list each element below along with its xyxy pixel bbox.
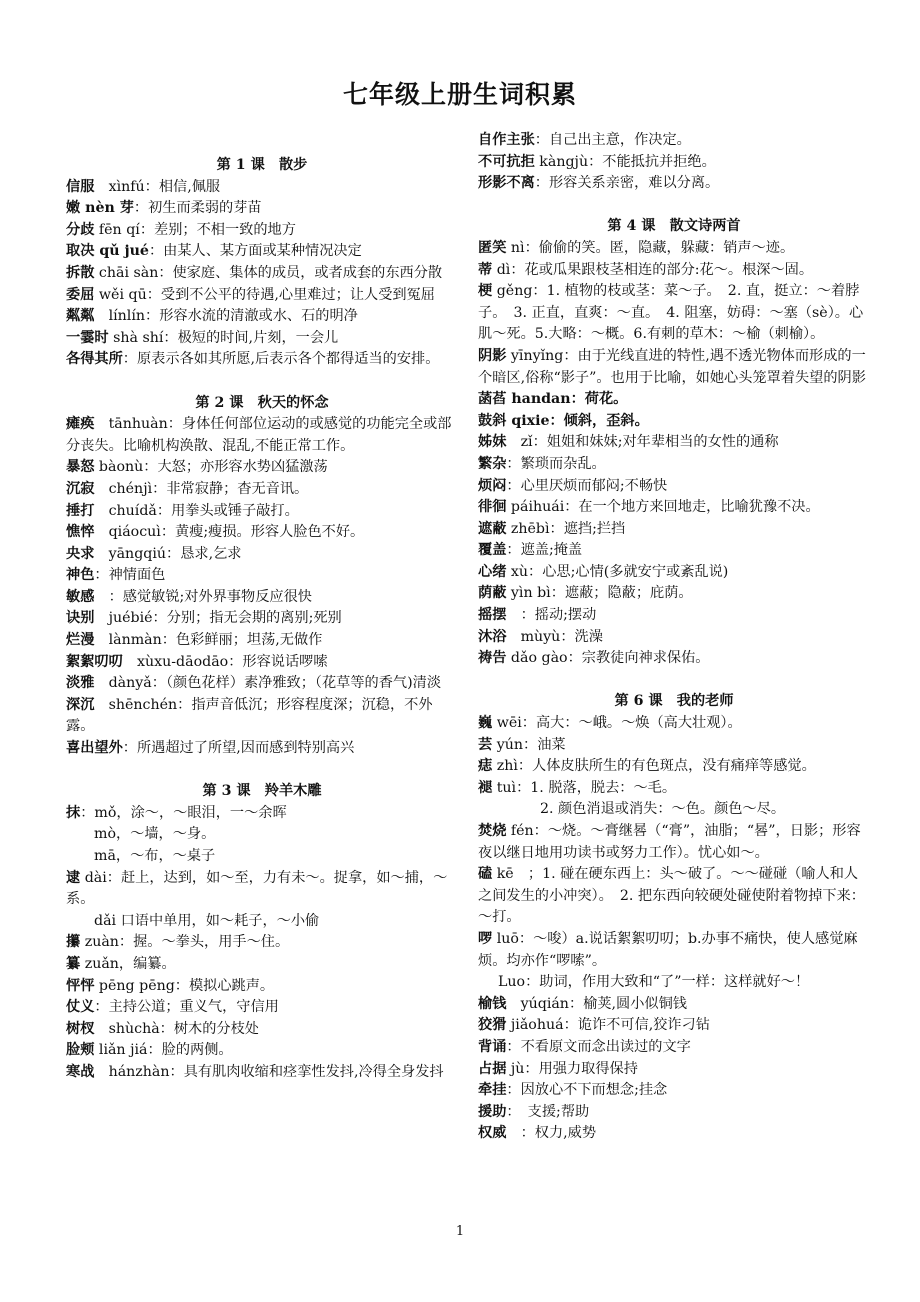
- vocab-definition: ：所遇超过了所望,因而感到特别高兴: [122, 740, 355, 757]
- lesson-heading: 第 1 课 散步: [216, 157, 308, 173]
- vocab-definition: ：由某人、某方面或某种情况决定: [148, 243, 362, 260]
- vocab-term: 痣: [478, 758, 493, 775]
- vocab-term: 树杈: [66, 1020, 95, 1037]
- vocab-term: 狡猾: [478, 1017, 507, 1034]
- vocab-entry: [66, 587, 458, 609]
- vocab-entry: [66, 349, 458, 371]
- vocab-entry: [478, 583, 870, 605]
- vocab-entry: [478, 454, 870, 476]
- vocab-term: 背诵: [478, 1038, 507, 1055]
- vocab-definition: fén：～烧。～膏继晷（“膏”，油脂；“晷”，日影；形容夜以继日地用功读书或努力工作）。忧心如～。: [478, 823, 861, 861]
- vocab-definition: ：感觉敏锐;对外界事物反应很快: [94, 588, 312, 605]
- vocab-definition: kàngjù：不能抵抗并拒绝。: [534, 153, 716, 170]
- page-number: 1: [455, 1224, 465, 1239]
- vocab-definition: chāi sàn：使家庭、集体的成员，或者成套的东西分散: [94, 264, 443, 281]
- vocab-term: 牵挂: [478, 1082, 507, 1099]
- vocab-definition: pēng pēng：模拟心跳声。: [94, 977, 275, 994]
- vocab-entry: [478, 1059, 870, 1081]
- vocab-term: 拆散: [66, 264, 95, 281]
- vocab-entry: [66, 457, 458, 479]
- vocab-entry: [478, 130, 870, 152]
- vocab-definition: zhì：人体皮肤所生的有色斑点，没有痛痒等感觉。: [492, 758, 816, 775]
- vocab-term: 委屈: [66, 286, 95, 303]
- vocab-definition: ：主持公道；重义气，守信用: [94, 999, 279, 1016]
- vocab-entry: [478, 1080, 870, 1102]
- vocab-term: 暴怒: [66, 459, 95, 476]
- vocab-entry: [66, 997, 458, 1019]
- vocab-definition: bàonù：大怒；亦形容水势凶猛激荡: [94, 459, 328, 476]
- vocab-term: 心绪: [478, 563, 507, 580]
- vocab-term: 嫩 nèn 芽: [66, 200, 134, 217]
- vocab-entry: [478, 152, 870, 174]
- vocab-definition: páihuái：在一个地方来回地走，比喻犹豫不决。: [506, 499, 820, 516]
- vocab-term: 不可抗拒: [478, 153, 535, 170]
- right-column: [478, 130, 870, 1145]
- lesson-heading: 第 6 课 我的老师: [614, 693, 734, 710]
- vocab-term: 焚烧: [478, 823, 507, 839]
- lesson6-entries: [478, 713, 870, 799]
- vocab-term: 憔悴: [66, 524, 95, 541]
- vocab-entry: [66, 652, 458, 674]
- vocab-entry: [478, 389, 870, 411]
- vocab-term: 梗: [478, 283, 493, 300]
- vocab-definition: ：心里厌烦而郁闷;不畅快: [506, 477, 668, 494]
- vocab-term: 芸: [478, 736, 493, 753]
- vocab-entry: [66, 479, 458, 501]
- vocab-definition: ：权力,威势: [506, 1125, 597, 1142]
- vocab-definition: shēnchén：指声音低沉；形容程度深；沉稳，不外露。: [66, 696, 433, 735]
- lesson2-entries: [66, 414, 458, 760]
- vocab-entry: [66, 976, 458, 998]
- vocab-term: 阴影: [478, 347, 507, 364]
- vocab-entry: [66, 630, 458, 652]
- vocab-term: 烂漫: [66, 632, 95, 649]
- vocab-term: 一霎时: [66, 329, 109, 346]
- vocab-definition: dǎo gào：宗教徒向神求保佑。: [506, 650, 710, 667]
- vocab-definition: ：摇动;摆动: [506, 607, 597, 624]
- vocab-entry: [66, 1040, 458, 1062]
- vocab-entry: [478, 281, 870, 346]
- vocab-entry: [66, 932, 458, 954]
- vocab-term: 纂: [66, 955, 81, 972]
- vocab-definition: zhēbì：遮挡;拦挡: [506, 520, 626, 537]
- vocab-definition: jiǎohuá：诡诈不可信,狡诈刁钻: [506, 1017, 710, 1034]
- lesson6-entries-c: [478, 994, 870, 1145]
- vocab-entry: [478, 432, 870, 454]
- vocab-term: 占据: [478, 1060, 507, 1077]
- vocab-definition: ：神情面色: [94, 567, 166, 584]
- vocab-term: 仗义: [66, 999, 95, 1016]
- vocab-entry: [478, 346, 870, 389]
- vocab-entry: [478, 821, 870, 864]
- vocab-entry: [478, 778, 870, 800]
- vocab-entry: [66, 501, 458, 523]
- vocab-term: 沉寂: [66, 480, 95, 497]
- vocab-term: 鼓斜 qixie：倾斜，歪斜。: [478, 412, 649, 429]
- vocab-term: 喜出望外: [66, 740, 123, 757]
- vocab-term: 沐浴: [478, 628, 507, 645]
- vocab-entry: [478, 648, 870, 670]
- vocab-definition: mùyù：洗澡: [506, 628, 603, 645]
- vocab-term: 淡雅: [66, 675, 95, 692]
- vocab-entry: [66, 220, 458, 242]
- vocab-entry: [478, 1015, 870, 1037]
- vocab-definition: ：繁琐而杂乱。: [506, 455, 606, 472]
- vocab-term: 榆钱: [478, 995, 507, 1012]
- vocab-term: 摇摆: [478, 607, 507, 624]
- vocab-definition: yúqián：榆荚,圆小似铜钱: [506, 995, 687, 1012]
- vocab-term: 各得其所: [66, 351, 123, 368]
- vocab-entry: [66, 544, 458, 566]
- vocab-term: 形影不离: [478, 175, 535, 192]
- vocab-entry: [478, 411, 870, 433]
- vocab-term: 覆盖: [478, 542, 507, 559]
- lesson6-entries-b: [478, 821, 870, 972]
- vocab-definition: zuǎn，编纂。: [80, 955, 176, 972]
- vocab-definition: dànyǎ：（颜色花样）素净雅致；（花草等的香气)清淡: [94, 675, 442, 692]
- vocab-entry: [66, 1019, 458, 1041]
- vocab-term: 褪: [478, 779, 493, 796]
- lesson-heading: 第 4 课 散文诗两首: [607, 218, 741, 235]
- vocab-entry-sub: 2. 颜色消退或消失：～色。颜色～尽。: [540, 801, 786, 818]
- vocab-definition: nì：偷偷的笑。匿，隐藏，躲藏：销声～迹。: [506, 239, 795, 256]
- vocab-definition: ：因放心不下而想念;挂念: [506, 1082, 668, 1099]
- vocab-term: 巍: [478, 715, 493, 732]
- vocab-term: 捶打: [66, 502, 95, 519]
- vocab-entry: [478, 713, 870, 735]
- vocab-definition: tānhuàn：身体任何部位运动的或感觉的功能完全或部分丧失。比喻机构涣散、混乱,不能正常工作。: [66, 416, 452, 454]
- vocab-entry: [478, 497, 870, 519]
- vocab-entry: [478, 864, 870, 929]
- vocab-term: 敏感: [66, 588, 95, 605]
- vocab-entry: [478, 605, 870, 627]
- vocab-entry: [66, 198, 458, 220]
- page-title: 七年级上册生词积累: [342, 80, 577, 109]
- vocab-term: 繁杂: [478, 455, 507, 472]
- vocab-entry: [478, 1102, 870, 1124]
- vocab-entry: [478, 735, 870, 757]
- vocab-definition: kē ；1. 碰在硬东西上：头～破了。～～碰碰（喻人和人之间发生的小冲突）。 2. 把东西向较硬处碰使附着物掉下来：～打。: [478, 866, 865, 926]
- vocab-definition: shùchà：树木的分枝处: [94, 1020, 259, 1037]
- vocab-term: 寒战: [66, 1063, 95, 1080]
- vocab-term: 分歧: [66, 221, 95, 238]
- vocab-definition: ：形容关系亲密，难以分离。: [534, 175, 720, 192]
- vocab-definition: qiáocuì：黄瘦;瘦损。形容人脸色不好。: [94, 524, 365, 541]
- vocab-term: 蒂: [478, 261, 493, 278]
- vocab-definition: chénjì：非常寂静；杳无音讯。: [94, 480, 309, 497]
- vocab-entry: [66, 177, 458, 199]
- vocab-definition: gěng：1. 植物的枝或茎：菜～子。 2. 直，挺立：～着脖子。 3. 正直，直爽：～直。 4. 阻塞，妨碍：～塞（sè）。心肌～死。5.大略：～概。6.有刺的草木：～榆（刺榆）。: [478, 283, 864, 343]
- vocab-definition: juébié：分别；指无会期的离别;死别: [94, 610, 342, 627]
- vocab-entry: [66, 306, 458, 328]
- lesson3-entries: [66, 932, 458, 1083]
- vocab-term: 徘徊: [478, 499, 507, 516]
- vocab-definition: xùxu-dāodāo：形容说话啰嗦: [122, 653, 328, 670]
- vocab-definition: jù：用强力取得保持: [506, 1060, 638, 1077]
- vocab-definition: línlín：形容水流的清澈或水、石的明净: [94, 308, 358, 325]
- vocab-term: 援助: [478, 1103, 507, 1120]
- vocab-term: 祷告: [478, 650, 507, 667]
- vocab-definition: dì：花或瓜果跟枝茎相连的部分:花～。根深～固。: [492, 261, 814, 278]
- vocab-term: 诀别: [66, 610, 95, 627]
- vocab-term: 攥: [66, 934, 81, 951]
- vocab-entry: [66, 695, 458, 738]
- vocab-entry: [478, 1123, 870, 1145]
- vocab-entry: [66, 608, 458, 630]
- vocab-term: 信服: [66, 178, 95, 195]
- vocab-definition: chuídǎ：用拳头或锤子敲打。: [94, 502, 299, 519]
- vocab-definition: luō：～唆）a.说话絮絮叨叨；b.办事不痛快，使人感觉麻烦。均亦作“啰嗦”。: [478, 930, 858, 969]
- vocab-definition: zǐ：姐姐和妹妹;对年辈相当的女性的通称: [506, 434, 779, 451]
- vocab-entry: [478, 562, 870, 584]
- vocab-definition: ：自己出主意，作决定。: [534, 132, 691, 148]
- vocab-entry: [478, 929, 870, 972]
- vocab-definition: ： 支援;帮助: [506, 1103, 590, 1120]
- vocab-entry: [478, 476, 870, 498]
- vocab-entry: 逮 dài：赶上，达到，如～至，力有未～。捉拿，如～捕，～系。: [66, 869, 448, 908]
- vocab-entry: [66, 673, 458, 695]
- vocab-term: 姊妹: [478, 434, 507, 451]
- vocab-definition: ：原表示各如其所愿,后表示各个都得适当的安排。: [122, 351, 440, 368]
- vocab-entry: [478, 1037, 870, 1059]
- vocab-definition: wēi：高大：～峨。～焕（高大壮观）。: [492, 715, 742, 732]
- vocab-term: 神色: [66, 567, 95, 584]
- vocab-definition: yāngqiú：恳求,乞求: [94, 545, 242, 562]
- vocab-definition: tuì：1. 脱落，脱去：～毛。: [492, 779, 677, 796]
- vocab-entry: [66, 565, 458, 587]
- vocab-entry: [66, 414, 458, 457]
- vocab-entry: [478, 519, 870, 541]
- vocab-entry: [478, 994, 870, 1016]
- vocab-entry: [66, 738, 458, 760]
- vocab-definition: ：不看原文而念出读过的文字: [506, 1038, 691, 1055]
- vocab-entry: [66, 328, 458, 350]
- lesson-heading: 第 2 课 秋天的怀念: [195, 394, 329, 411]
- vocab-definition: yīnyǐng：由于光线直进的特性,遇不透光物体而形成的一个暗区,俗称“影子”。也用于比喻，如她心头笼罩着失望的阴影: [478, 347, 866, 386]
- vocab-entry-sub: mā，～布，～桌子: [94, 848, 216, 864]
- vocab-term: 絮絮叨叨: [66, 653, 123, 670]
- vocab-term: 粼粼: [66, 308, 95, 325]
- lesson4-entries: [478, 238, 870, 670]
- vocab-entry: [478, 756, 870, 778]
- vocab-definition: ：遮盖;掩盖: [506, 542, 583, 559]
- vocab-term: 怦怦: [66, 977, 95, 994]
- vocab-entry: [478, 238, 870, 260]
- vocab-definition: zuàn：握。～拳头，用手～住。: [80, 934, 290, 951]
- lesson-heading: 第 3 课 羚羊木雕: [202, 783, 322, 800]
- vocab-definition: fēn qí：差别；不相一致的地方: [94, 221, 296, 238]
- vocab-entry: [66, 1062, 458, 1084]
- vocab-entry: 抹：mǒ，涂～，～眼泪，一～余晖: [66, 804, 287, 821]
- vocab-term: 自作主张: [478, 132, 535, 148]
- vocab-entry: [478, 540, 870, 562]
- vocab-term: 磕: [478, 866, 493, 883]
- vocab-definition: yún：油菜: [492, 736, 566, 753]
- vocab-entry: [478, 627, 870, 649]
- vocab-definition: wěi qū：受到不公平的待遇,心里难过；让人受到冤屈: [94, 286, 435, 303]
- vocab-term: 深沉: [66, 696, 95, 713]
- vocab-term: 荫蔽: [478, 585, 507, 602]
- vocab-term: 央求: [66, 545, 95, 562]
- vocab-entry: [66, 522, 458, 544]
- vocab-term: 啰: [478, 930, 493, 947]
- vocab-definition: lànmàn：色彩鲜丽；坦荡,无做作: [94, 632, 323, 649]
- vocab-entry-sub: mò，～墙，～身。: [94, 826, 216, 843]
- vocab-entry: [66, 263, 458, 285]
- vocab-entry-sub: dǎi 口语中单用，如～耗子，～小偷: [94, 912, 320, 929]
- vocab-entry: [66, 285, 458, 307]
- left-column: [66, 130, 458, 1084]
- vocab-entry: [66, 954, 458, 976]
- vocab-definition: liǎn jiá：脸的两侧。: [94, 1042, 233, 1059]
- lesson3-continued-entries: [478, 130, 870, 195]
- vocab-definition: xù：心思;心情(多就安宁或紊乱说): [506, 563, 729, 580]
- vocab-definition: xìnfú：相信,佩服: [94, 178, 221, 195]
- vocab-term: 遮蔽: [478, 520, 507, 537]
- vocab-term: 烦闷: [478, 477, 507, 494]
- vocab-term: 取决 qǔ jué: [66, 243, 149, 260]
- vocab-entry-sub: Luo：助词，作用大致和“了”一样：这样就好～！: [498, 974, 810, 991]
- vocab-definition: yìn bì：遮蔽；隐蔽；庇荫。: [506, 585, 693, 602]
- vocab-definition: shà shí：极短的时间,片刻，一会儿: [108, 329, 339, 346]
- vocab-term: 脸颊: [66, 1042, 95, 1059]
- vocab-entry: [478, 173, 870, 195]
- vocab-term: 瘫痪: [66, 416, 95, 433]
- vocab-definition: ：初生而柔弱的芽苗: [133, 200, 262, 217]
- vocab-term: 匿笑: [478, 239, 507, 256]
- lesson1-entries: [66, 177, 458, 371]
- vocab-entry: [66, 241, 458, 263]
- vocab-definition: hánzhàn：具有肌肉收缩和痉挛性发抖,冷得全身发抖: [94, 1063, 444, 1080]
- vocab-term: 权威: [478, 1125, 507, 1142]
- vocab-entry: [478, 260, 870, 282]
- vocab-term: 菡萏 handan：荷花。: [478, 391, 628, 408]
